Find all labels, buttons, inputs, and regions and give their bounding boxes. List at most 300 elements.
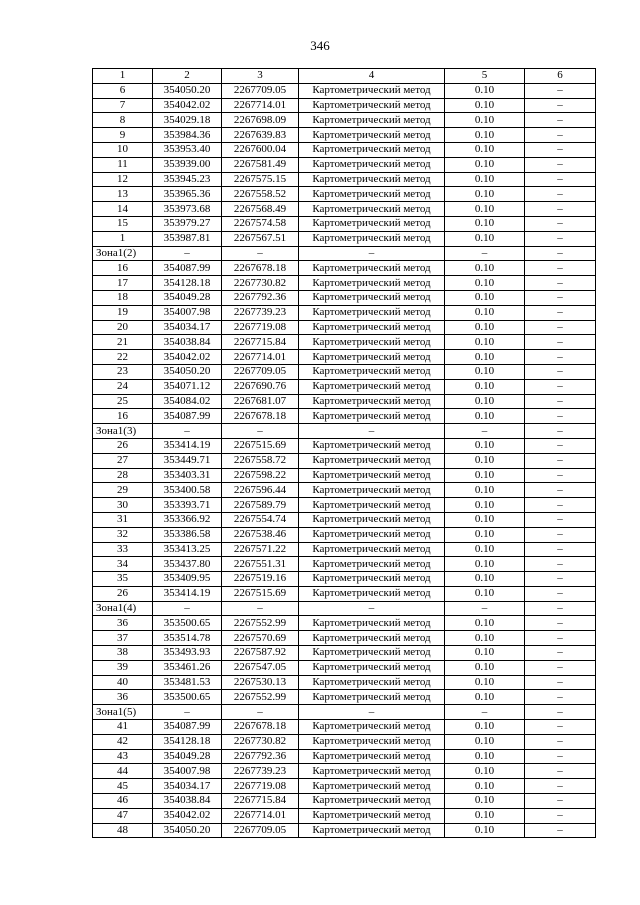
table-cell: 354034.17	[153, 779, 222, 794]
table-cell: 0.10	[445, 350, 525, 365]
table-cell: 2267552.99	[222, 616, 299, 631]
table-cell: 2267792.36	[222, 290, 299, 305]
table-cell: 2267690.76	[222, 379, 299, 394]
table-cell: 2267600.04	[222, 142, 299, 157]
table-cell: 0.10	[445, 202, 525, 217]
table-cell: 2267589.79	[222, 498, 299, 513]
table-cell: 2267567.51	[222, 231, 299, 246]
table-row	[93, 631, 596, 646]
table-cell: –	[525, 142, 596, 157]
table-cell: Картометрический метод	[299, 468, 445, 483]
table-row	[93, 350, 596, 365]
coordinates-table	[92, 68, 596, 838]
table-cell: Картометрический метод	[299, 276, 445, 291]
table-cell: –	[525, 98, 596, 113]
table-cell: 2267719.08	[222, 320, 299, 335]
table-cell: Зона1(3)	[93, 424, 153, 439]
table-cell: 353386.58	[153, 527, 222, 542]
table-cell: 353437.80	[153, 557, 222, 572]
table-cell: –	[525, 794, 596, 809]
table-cell: –	[445, 705, 525, 720]
table-cell: 353945.23	[153, 172, 222, 187]
column-header: 5	[445, 69, 525, 84]
table-cell: Картометрический метод	[299, 572, 445, 587]
table-cell: 2267515.69	[222, 586, 299, 601]
table-cell: –	[525, 202, 596, 217]
table-cell: 2267739.23	[222, 305, 299, 320]
table-cell: –	[525, 690, 596, 705]
table-cell: 36	[93, 690, 153, 705]
table-cell: 2267530.13	[222, 675, 299, 690]
table-cell: 0.10	[445, 660, 525, 675]
table-cell: 14	[93, 202, 153, 217]
table-cell: 2267739.23	[222, 764, 299, 779]
table-cell: Картометрический метод	[299, 734, 445, 749]
table-cell: –	[525, 675, 596, 690]
table-cell: 2267715.84	[222, 794, 299, 809]
table-cell: 0.10	[445, 438, 525, 453]
table-cell: 0.10	[445, 764, 525, 779]
table-cell: 2267715.84	[222, 335, 299, 350]
table-cell: –	[299, 705, 445, 720]
table-cell: 353500.65	[153, 616, 222, 631]
table-cell: 0.10	[445, 290, 525, 305]
table-cell: –	[299, 246, 445, 261]
table-row	[93, 157, 596, 172]
page-number: 346	[310, 38, 330, 53]
table-row	[93, 690, 596, 705]
table-cell: Картометрический метод	[299, 320, 445, 335]
table-cell: Картометрический метод	[299, 616, 445, 631]
table-cell: 42	[93, 734, 153, 749]
table-row	[93, 483, 596, 498]
table-row	[93, 379, 596, 394]
column-header: 1	[93, 69, 153, 84]
table-cell: –	[525, 468, 596, 483]
table-cell: –	[445, 246, 525, 261]
table-cell: 2267598.22	[222, 468, 299, 483]
table-cell: –	[525, 616, 596, 631]
table-cell: 2267678.18	[222, 720, 299, 735]
table-cell: 0.10	[445, 320, 525, 335]
table-cell: Картометрический метод	[299, 690, 445, 705]
column-header: 3	[222, 69, 299, 84]
table-cell: 354038.84	[153, 794, 222, 809]
table-cell: 2267570.69	[222, 631, 299, 646]
table-cell: 43	[93, 749, 153, 764]
table-row	[93, 276, 596, 291]
table-cell: 0.10	[445, 616, 525, 631]
table-cell: 354034.17	[153, 320, 222, 335]
table-cell: 0.10	[445, 409, 525, 424]
table-row	[93, 557, 596, 572]
table-cell: –	[222, 424, 299, 439]
table-cell: 0.10	[445, 83, 525, 98]
table-cell: 46	[93, 794, 153, 809]
table-cell: Картометрический метод	[299, 660, 445, 675]
table-cell: 2267709.05	[222, 823, 299, 838]
table-cell: 26	[93, 438, 153, 453]
table-cell: 354042.02	[153, 98, 222, 113]
table-cell: 2267714.01	[222, 808, 299, 823]
table-row	[93, 320, 596, 335]
table-cell: 2267571.22	[222, 542, 299, 557]
table-cell: 353461.26	[153, 660, 222, 675]
table-cell: –	[525, 572, 596, 587]
table-cell: 41	[93, 720, 153, 735]
table-cell: 6	[93, 83, 153, 98]
table-cell: 353939.00	[153, 157, 222, 172]
table-cell: 0.10	[445, 557, 525, 572]
table-cell: 8	[93, 113, 153, 128]
table-cell: –	[525, 350, 596, 365]
table-cell: 354049.28	[153, 749, 222, 764]
table-cell: –	[525, 542, 596, 557]
table-row	[93, 364, 596, 379]
table-cell: 17	[93, 276, 153, 291]
table-cell: –	[525, 764, 596, 779]
table-cell: –	[525, 231, 596, 246]
table-cell: 0.10	[445, 794, 525, 809]
table-cell: Картометрический метод	[299, 646, 445, 661]
table-cell: 353414.19	[153, 438, 222, 453]
table-cell: 16	[93, 261, 153, 276]
table-cell: –	[153, 424, 222, 439]
table-cell: Зона1(5)	[93, 705, 153, 720]
table-cell: –	[525, 483, 596, 498]
table-cell: 0.10	[445, 379, 525, 394]
table-cell: 19	[93, 305, 153, 320]
table-row	[93, 172, 596, 187]
table-cell: 2267714.01	[222, 350, 299, 365]
table-cell: –	[525, 157, 596, 172]
table-cell: 0.10	[445, 527, 525, 542]
table-cell: Картометрический метод	[299, 779, 445, 794]
table-cell: 0.10	[445, 631, 525, 646]
table-cell: 0.10	[445, 468, 525, 483]
table-cell: Картометрический метод	[299, 350, 445, 365]
table-row	[93, 83, 596, 98]
table-cell: 32	[93, 527, 153, 542]
table-cell: 0.10	[445, 675, 525, 690]
table-cell: 30	[93, 498, 153, 513]
table-row	[93, 616, 596, 631]
table-cell: 31	[93, 512, 153, 527]
table-cell: –	[525, 527, 596, 542]
table-cell: 1	[93, 231, 153, 246]
table-cell: 2267709.05	[222, 364, 299, 379]
table-cell: 353984.36	[153, 128, 222, 143]
table-cell: Картометрический метод	[299, 290, 445, 305]
table-row	[93, 498, 596, 513]
table-cell: –	[153, 246, 222, 261]
table-cell: 22	[93, 350, 153, 365]
table-cell: 0.10	[445, 364, 525, 379]
table-cell: –	[525, 705, 596, 720]
table-cell: 0.10	[445, 128, 525, 143]
table-cell: 48	[93, 823, 153, 838]
table-cell: Картометрический метод	[299, 794, 445, 809]
table-cell: –	[525, 424, 596, 439]
table-cell: –	[525, 172, 596, 187]
table-cell: –	[299, 601, 445, 616]
table-cell: 0.10	[445, 779, 525, 794]
table-row	[93, 808, 596, 823]
table-cell: –	[525, 320, 596, 335]
table-cell: Картометрический метод	[299, 586, 445, 601]
table-cell: Картометрический метод	[299, 675, 445, 690]
table-cell: 353403.31	[153, 468, 222, 483]
table-row	[93, 749, 596, 764]
table-cell: 47	[93, 808, 153, 823]
table-cell: 10	[93, 142, 153, 157]
table-cell: 2267558.72	[222, 453, 299, 468]
table-row	[93, 290, 596, 305]
table-cell: 0.10	[445, 483, 525, 498]
table-cell: 353493.93	[153, 646, 222, 661]
table-cell: 18	[93, 290, 153, 305]
table-cell: 39	[93, 660, 153, 675]
table-cell: –	[153, 705, 222, 720]
table-cell: 0.10	[445, 720, 525, 735]
table-cell: –	[525, 276, 596, 291]
table-cell: Картометрический метод	[299, 187, 445, 202]
table-cell: 0.10	[445, 646, 525, 661]
table-cell: 353987.81	[153, 231, 222, 246]
table-cell: Зона1(4)	[93, 601, 153, 616]
table-cell: –	[525, 216, 596, 231]
table-cell: 0.10	[445, 172, 525, 187]
table-row	[93, 187, 596, 202]
table-cell: 2267575.15	[222, 172, 299, 187]
table-cell: Картометрический метод	[299, 749, 445, 764]
table-cell: 353965.36	[153, 187, 222, 202]
table-cell: 354087.99	[153, 720, 222, 735]
table-cell: 0.10	[445, 231, 525, 246]
table-cell: 2267574.58	[222, 216, 299, 231]
table-cell: 0.10	[445, 542, 525, 557]
table-row	[93, 409, 596, 424]
table-cell: 24	[93, 379, 153, 394]
table-cell: –	[525, 720, 596, 735]
table-row	[93, 720, 596, 735]
table-cell: 2267581.49	[222, 157, 299, 172]
table-cell: –	[525, 305, 596, 320]
table-cell: 2267678.18	[222, 409, 299, 424]
table-cell: Картометрический метод	[299, 231, 445, 246]
table-cell: 2267709.05	[222, 83, 299, 98]
table-cell: 354128.18	[153, 734, 222, 749]
table-row	[93, 438, 596, 453]
table-row	[93, 202, 596, 217]
table-cell: 354084.02	[153, 394, 222, 409]
table-cell: 2267698.09	[222, 113, 299, 128]
table-cell: 353413.25	[153, 542, 222, 557]
table-cell: –	[525, 290, 596, 305]
table-cell: 2267551.31	[222, 557, 299, 572]
table-cell: 354071.12	[153, 379, 222, 394]
table-cell: –	[525, 557, 596, 572]
table-cell: 45	[93, 779, 153, 794]
table-cell: –	[525, 246, 596, 261]
table-cell: 2267596.44	[222, 483, 299, 498]
table-cell: 354050.20	[153, 364, 222, 379]
table-cell: –	[299, 424, 445, 439]
table-cell: 0.10	[445, 734, 525, 749]
column-header: 2	[153, 69, 222, 84]
table-cell: –	[525, 586, 596, 601]
table-cell: 0.10	[445, 157, 525, 172]
table-row	[93, 512, 596, 527]
table-cell: 354042.02	[153, 808, 222, 823]
table-row	[93, 586, 596, 601]
table-cell: 27	[93, 453, 153, 468]
table-row	[93, 660, 596, 675]
table-cell: Картометрический метод	[299, 542, 445, 557]
zone-row	[93, 705, 596, 720]
table-cell: –	[525, 601, 596, 616]
table-cell: Картометрический метод	[299, 453, 445, 468]
zone-row	[93, 246, 596, 261]
table-cell: 26	[93, 586, 153, 601]
table-row	[93, 231, 596, 246]
table-cell: 15	[93, 216, 153, 231]
table-cell: 2267554.74	[222, 512, 299, 527]
table-cell: Картометрический метод	[299, 364, 445, 379]
table-cell: Картометрический метод	[299, 335, 445, 350]
table-cell: –	[525, 394, 596, 409]
table-cell: –	[525, 364, 596, 379]
table-cell: –	[445, 424, 525, 439]
table-cell: 2267714.01	[222, 98, 299, 113]
table-cell: 353979.27	[153, 216, 222, 231]
table-cell: Картометрический метод	[299, 113, 445, 128]
table-cell: 354050.20	[153, 83, 222, 98]
table-cell: –	[222, 246, 299, 261]
table-cell: Картометрический метод	[299, 98, 445, 113]
table-cell: 2267568.49	[222, 202, 299, 217]
table-cell: –	[525, 512, 596, 527]
table-row	[93, 764, 596, 779]
table-cell: 2267730.82	[222, 734, 299, 749]
table-cell: Картометрический метод	[299, 379, 445, 394]
table-cell: 0.10	[445, 335, 525, 350]
table-cell: 2267558.52	[222, 187, 299, 202]
table-row	[93, 468, 596, 483]
table-row	[93, 128, 596, 143]
table-cell: 2267639.83	[222, 128, 299, 143]
table-cell: Картометрический метод	[299, 498, 445, 513]
table-cell: 0.10	[445, 453, 525, 468]
table-cell: 0.10	[445, 498, 525, 513]
column-header: 4	[299, 69, 445, 84]
table-cell: Картометрический метод	[299, 720, 445, 735]
table-cell: 36	[93, 616, 153, 631]
table-cell: Картометрический метод	[299, 483, 445, 498]
table-cell: 28	[93, 468, 153, 483]
table-cell: 34	[93, 557, 153, 572]
table-cell: 354087.99	[153, 409, 222, 424]
table-cell: Картометрический метод	[299, 128, 445, 143]
table-cell: 35	[93, 572, 153, 587]
table-cell: 354042.02	[153, 350, 222, 365]
zone-row	[93, 601, 596, 616]
table-cell: 353366.92	[153, 512, 222, 527]
table-row	[93, 542, 596, 557]
table-cell: 2267681.07	[222, 394, 299, 409]
table-cell: –	[525, 438, 596, 453]
table-row	[93, 335, 596, 350]
table-row	[93, 734, 596, 749]
table-cell: –	[525, 83, 596, 98]
table-cell: Картометрический метод	[299, 527, 445, 542]
table-cell: 353500.65	[153, 690, 222, 705]
table-cell: 0.10	[445, 572, 525, 587]
table-cell: –	[525, 779, 596, 794]
table-cell: 12	[93, 172, 153, 187]
table-row	[93, 98, 596, 113]
table-row	[93, 572, 596, 587]
table-cell: 0.10	[445, 261, 525, 276]
table-cell: 354049.28	[153, 290, 222, 305]
table-cell: 2267587.92	[222, 646, 299, 661]
table-row	[93, 113, 596, 128]
table-cell: 0.10	[445, 512, 525, 527]
table-body	[93, 83, 596, 838]
table-cell: Картометрический метод	[299, 157, 445, 172]
table-cell: Картометрический метод	[299, 631, 445, 646]
table-cell: –	[525, 631, 596, 646]
table-cell: 353481.53	[153, 675, 222, 690]
table-cell: 38	[93, 646, 153, 661]
table-cell: 25	[93, 394, 153, 409]
table-cell: 354128.18	[153, 276, 222, 291]
table-cell: Картометрический метод	[299, 808, 445, 823]
table-cell: –	[525, 808, 596, 823]
table-cell: –	[525, 646, 596, 661]
table-row	[93, 779, 596, 794]
table-cell: Картометрический метод	[299, 261, 445, 276]
table-cell: 13	[93, 187, 153, 202]
table-cell: 354038.84	[153, 335, 222, 350]
table-cell: –	[525, 187, 596, 202]
table-cell: –	[525, 128, 596, 143]
table-cell: –	[525, 734, 596, 749]
table-row	[93, 142, 596, 157]
table-row	[93, 394, 596, 409]
table-cell: –	[525, 335, 596, 350]
table-cell: 354007.98	[153, 305, 222, 320]
table-cell: Картометрический метод	[299, 202, 445, 217]
table-cell: Картометрический метод	[299, 305, 445, 320]
table-cell: –	[525, 409, 596, 424]
table-cell: Картометрический метод	[299, 216, 445, 231]
table-cell: 353514.78	[153, 631, 222, 646]
table-row	[93, 453, 596, 468]
table-cell: 20	[93, 320, 153, 335]
table-cell: 353973.68	[153, 202, 222, 217]
table-cell: –	[525, 453, 596, 468]
table-cell: 29	[93, 483, 153, 498]
table-cell: Картометрический метод	[299, 409, 445, 424]
table-header-row	[93, 69, 596, 84]
table-cell: Картометрический метод	[299, 764, 445, 779]
table-cell: 40	[93, 675, 153, 690]
table-cell: 21	[93, 335, 153, 350]
table-cell: –	[525, 823, 596, 838]
table-cell: 11	[93, 157, 153, 172]
table-cell: 0.10	[445, 690, 525, 705]
